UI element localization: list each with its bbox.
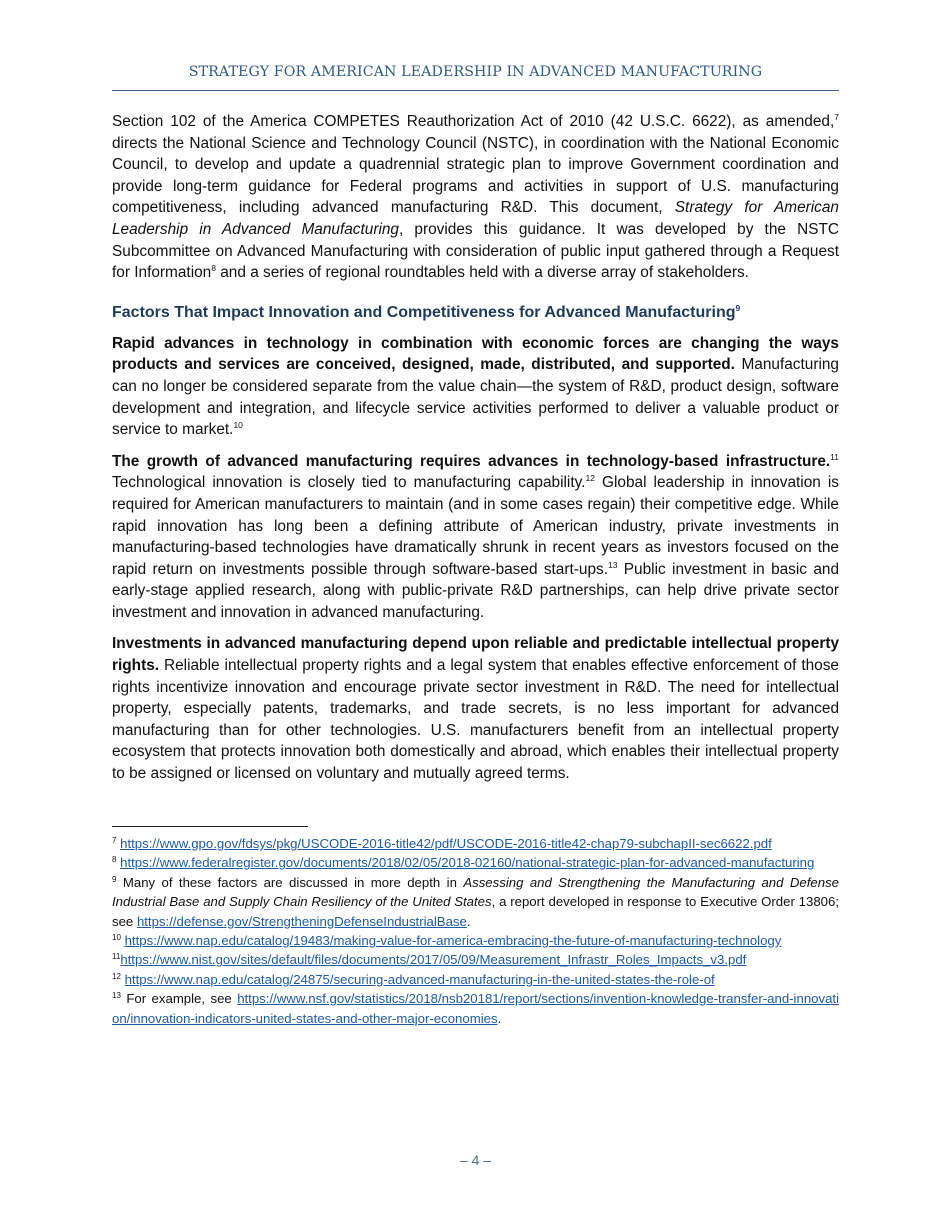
footnote-13 xyxy=(112,989,839,1028)
footnote-text: Many of these factors are discussed in more depth in xyxy=(122,874,464,890)
footnote-number: 11 xyxy=(112,952,121,962)
paragraph-text: Manufacturing can no longer be considered separate from the value chain—the system of R&D, product design, software development and integration, and lifecycle service activities performed to deliver a valuable product or service to market. xyxy=(112,356,839,439)
paragraph-text: Reliable intellectual property rights and a legal system that enables effective enforcement of those rights incentivize innovation and encourage private sector investment in R&D. The need for intellectual property, especially patents, trademarks, and trade secrets, is no less important for advanced manufacturing than for other technologies. U.S. manufacturers benefit from an intellectual property ecosystem that protects innovation both domestically and abroad, which enables their intellectual property to be assigned or licensed on voluntary and mutually agreed terms. xyxy=(112,657,839,783)
footnote-ref-13[interactable]: 13 xyxy=(607,559,618,570)
footnotes xyxy=(112,834,839,1028)
paragraph-lead: Investments in advanced manufacturing depend upon reliable and predictable intellectual property rights. xyxy=(112,635,839,675)
footnote-number: 10 xyxy=(112,933,121,943)
footnote-number: 8 xyxy=(112,855,117,865)
document-title: Strategy for American Leadership in Advanced Manufacturing xyxy=(112,199,839,238)
body-text xyxy=(112,111,839,785)
footnote-link[interactable]: https://www.nist.gov/sites/default/files/documents/2017/05/09/Measurement_Infrastr_Roles_Impacts_v3.pdf xyxy=(120,952,747,968)
running-header: STRATEGY FOR AMERICAN LEADERSHIP IN ADVANCED MANUFACTURING xyxy=(188,64,763,80)
report-title: Assessing and Strengthening the Manufacturing and Defense Industrial Base and Supply Chain Resiliency of the United States xyxy=(112,874,840,910)
footnote-7 xyxy=(112,834,839,853)
paragraph-lead: The growth of advanced manufacturing requires advances in technology-based infrastructure. xyxy=(112,452,831,470)
footnote-number: 12 xyxy=(112,971,121,981)
footnote-ref-11[interactable]: 11 xyxy=(830,451,839,462)
paragraph-text: Technological innovation is closely tied to manufacturing capability. xyxy=(112,474,586,492)
intro-text: and a series of regional roundtables held with a diverse array of stakeholders. xyxy=(215,264,749,282)
footnote-link[interactable]: https://www.nap.edu/catalog/19483/making-value-for-america-embracing-the-future-of-manufacturing-technology xyxy=(124,933,782,949)
intro-paragraph xyxy=(112,111,839,284)
paragraph-infrastructure xyxy=(112,451,839,624)
footnote-link[interactable]: https://defense.gov/StrengtheningDefenseIndustrialBase xyxy=(136,913,467,929)
footnote-link[interactable]: https://www.nsf.gov/statistics/2018/nsb20181/report/sections/invention-knowledge-transfer-and-innovation/innovation-indicators-united-states-and-other-major-economies xyxy=(112,991,840,1026)
footnote-8 xyxy=(112,853,839,872)
paragraph-text: Public investment in basic and early-stage applied research, along with public-private R&D partnerships, can help drive private sector investment and innovation in advanced manufacturing. xyxy=(112,560,839,621)
intro-text: Section 102 of the America COMPETES Reauthorization Act of 2010 (42 U.S.C. 6622), as amended, xyxy=(112,113,835,130)
footnote-number: 7 xyxy=(112,836,117,845)
paragraph-lead: Rapid advances in technology in combination with economic forces are changing the ways products and services are conceived, designed, made, distributed, and supported. xyxy=(112,334,839,374)
footnote-link[interactable]: https://www.gpo.gov/fdsys/pkg/USCODE-2016-title42/pdf/USCODE-2016-title42-chap79-subchapII-sec6622.pdf xyxy=(120,836,772,851)
footnote-separator xyxy=(112,826,308,827)
footnote-number: 13 xyxy=(112,991,121,1001)
paragraph-intellectual-property xyxy=(112,633,839,784)
footnote-ref-8[interactable]: 8 xyxy=(211,263,216,274)
page-number: – 4 – xyxy=(459,1152,492,1168)
footnote-text: For example, see xyxy=(126,991,238,1007)
section-heading-text: Factors That Impact Innovation and Competitiveness for Advanced Manufacturing xyxy=(112,303,736,321)
footnote-text: . xyxy=(497,1010,502,1026)
footnote-12 xyxy=(112,970,839,989)
footnote-link[interactable]: https://www.nap.edu/catalog/24875/securing-advanced-manufacturing-in-the-united-states-the-role-of xyxy=(124,971,715,987)
intro-text: , provides this guidance. It was developed by the NSTC Subcommittee on Advanced Manufacturing with consideration of public input gathered through a Request for Information xyxy=(112,220,839,282)
footnote-text: , a report developed in response to Executive Order 13806; see xyxy=(112,894,839,929)
footnote-10 xyxy=(112,931,839,950)
header-rule xyxy=(112,90,839,91)
footnote-ref-7[interactable]: 7 xyxy=(834,112,839,122)
footnote-ref-12[interactable]: 12 xyxy=(585,473,595,484)
footnote-11 xyxy=(112,950,839,969)
footnote-ref-9[interactable]: 9 xyxy=(735,302,741,313)
section-heading xyxy=(112,302,839,324)
footnote-ref-10[interactable]: 10 xyxy=(233,420,243,431)
paragraph-value-chain xyxy=(112,333,839,441)
paragraph-text: Global leadership in innovation is required for American manufacturers to maintain (and in some cases regain) their competitive edge. While rapid innovation has long been a defining attribute of American industry, private investments in manufacturing-based technologies have dramatically shrunk in recent years as investors focused on the rapid return on investments possible through software-based start-ups. xyxy=(112,474,839,578)
footnote-text: . xyxy=(466,913,471,929)
footnote-number: 9 xyxy=(112,874,117,884)
intro-text: directs the National Science and Technology Council (NSTC), in coordination with the National Economic Council, to develop and update a quadrennial strategic plan to improve Government coordination and provide long-term guidance for Federal programs and activities in support of U.S. manufacturing competitiveness, including advanced manufacturing R&D. This document, xyxy=(112,134,839,217)
footnote-9 xyxy=(112,873,839,931)
footnote-link[interactable]: https://www.federalregister.gov/documents/2018/02/05/2018-02160/national-strategic-plan-for-advanced-manufacturing xyxy=(120,855,815,871)
